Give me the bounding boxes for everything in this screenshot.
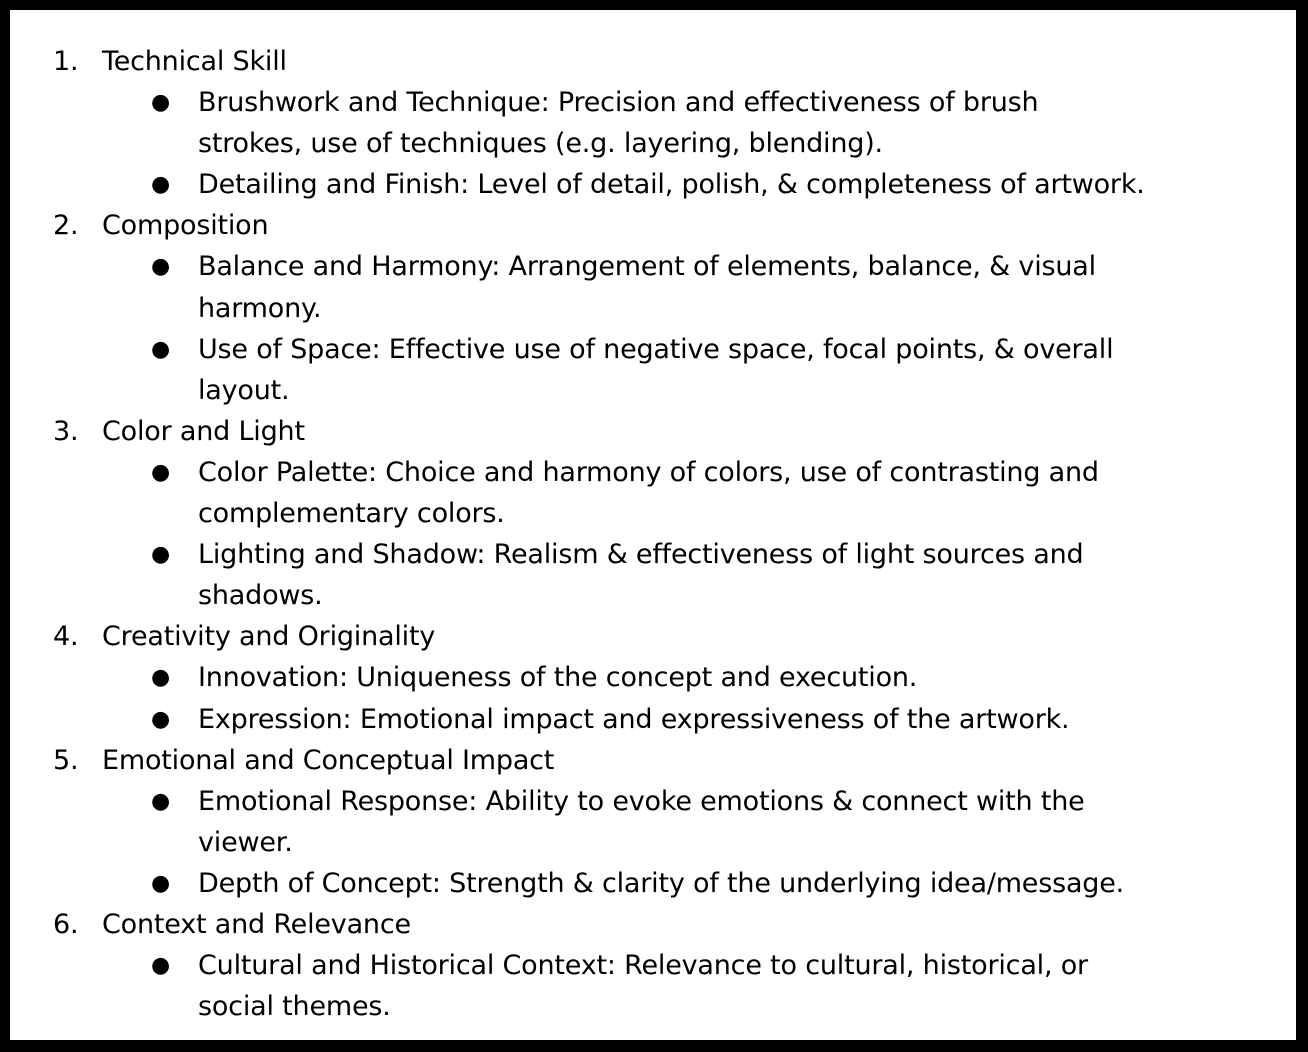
list-item-text: social themes.	[198, 991, 391, 1023]
list-item	[10, 863, 1296, 904]
list-item-text: Depth of Concept: Strength & clarity of the underlying idea/message.	[198, 867, 1125, 899]
list-item	[10, 781, 1296, 822]
list-item-text: Detailing and Finish: Level of detail, polish, & completeness of artwork.	[198, 169, 1145, 201]
list-item	[10, 164, 1296, 205]
section-heading	[10, 616, 1296, 657]
bullet-icon: ●	[151, 706, 170, 732]
section-heading	[10, 205, 1296, 246]
bullet-icon: ●	[151, 254, 170, 280]
bullet-icon: ●	[151, 870, 170, 896]
list-item	[10, 493, 1296, 534]
section-number: 6.	[53, 908, 79, 940]
list-item-text: layout.	[198, 374, 290, 406]
section-title: Creativity and Originality	[102, 621, 436, 653]
list-item	[10, 288, 1296, 329]
list-item-text: Expression: Emotional impact and expressiveness of the artwork.	[198, 703, 1070, 735]
list-item	[10, 329, 1296, 370]
list-item-text: Innovation: Uniqueness of the concept and execution.	[198, 662, 918, 694]
section-heading	[10, 740, 1296, 781]
list-item-text: Color Palette: Choice and harmony of colors, use of contrasting and	[198, 456, 1099, 488]
list-item-text: Lighting and Shadow: Realism & effectiveness of light sources and	[198, 539, 1084, 571]
section-number: 1.	[53, 46, 79, 77]
section-number: 3.	[53, 415, 79, 447]
bullet-icon: ●	[151, 665, 170, 691]
section-title: Technical Skill	[102, 46, 287, 77]
list-item-text: Balance and Harmony: Arrangement of elements, balance, & visual	[198, 251, 1096, 283]
list-item	[10, 986, 1296, 1027]
section-heading	[10, 41, 1296, 82]
bullet-icon: ●	[151, 542, 170, 568]
section-number: 4.	[53, 621, 79, 653]
list-item-text: Emotional Response: Ability to evoke emotions & connect with the	[198, 785, 1085, 817]
list-item	[10, 822, 1296, 863]
bullet-icon: ●	[151, 90, 170, 116]
list-item-text: complementary colors.	[198, 498, 505, 530]
list-item	[10, 657, 1296, 698]
list-item	[10, 575, 1296, 616]
list-item-text: harmony.	[198, 292, 322, 324]
section-number: 2.	[53, 210, 79, 242]
bullet-icon: ●	[151, 459, 170, 485]
list-item-text: Use of Space: Effective use of negative space, focal points, & overall	[198, 333, 1114, 365]
list-item	[10, 945, 1296, 986]
list-item	[10, 246, 1296, 287]
bullet-icon: ●	[151, 336, 170, 362]
section-heading	[10, 411, 1296, 452]
list-item	[10, 370, 1296, 411]
list-item	[10, 82, 1296, 123]
list-item-text: Brushwork and Technique: Precision and effectiveness of brush	[198, 87, 1039, 119]
section-heading	[10, 904, 1296, 945]
bullet-icon: ●	[151, 788, 170, 814]
section-number: 5.	[53, 744, 79, 776]
list-item-text: strokes, use of techniques (e.g. layering, blending).	[198, 128, 883, 160]
bullet-icon: ●	[151, 172, 170, 198]
section-title: Color and Light	[102, 415, 305, 447]
section-title: Composition	[102, 210, 269, 242]
list-item-text: shadows.	[198, 580, 323, 612]
section-title: Context and Relevance	[102, 908, 411, 940]
list-item	[10, 534, 1296, 575]
list-item-text: viewer.	[198, 826, 293, 858]
list-item	[10, 699, 1296, 740]
list-item-text: Cultural and Historical Context: Relevance to cultural, historical, or	[198, 950, 1088, 982]
bullet-icon: ●	[151, 953, 170, 979]
document-page	[10, 10, 1296, 1040]
criteria-list	[10, 41, 1296, 1027]
list-item	[10, 123, 1296, 164]
section-title: Emotional and Conceptual Impact	[102, 744, 555, 776]
list-item	[10, 452, 1296, 493]
